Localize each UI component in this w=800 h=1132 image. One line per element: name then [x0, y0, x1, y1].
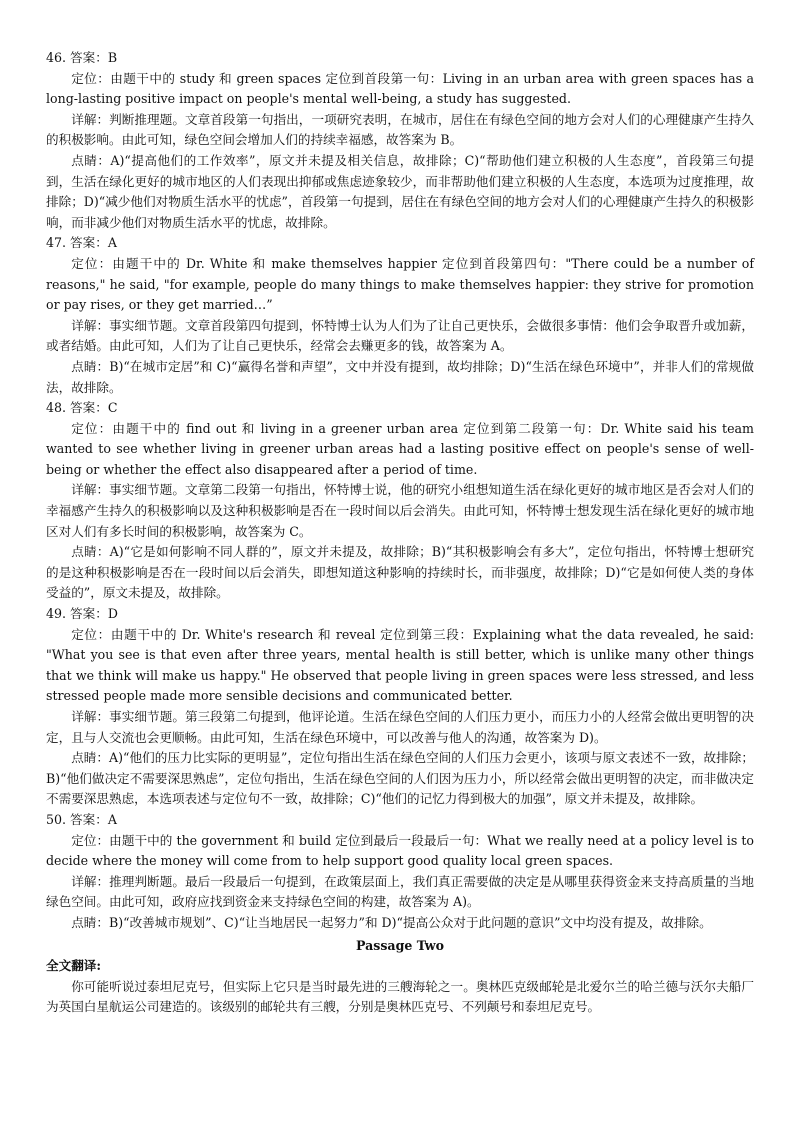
translation-paragraph: 你可能听说过泰坦尼克号，但实际上它只是当时最先进的三艘海轮之一。奥林匹克级邮轮是北爱尔兰的哈兰德与沃尔夫船厂为英国白星航运公司建造的。该级别的邮轮共有三艘，分别是奥林匹克号、不列颠号和泰坦尼克号。 — [46, 978, 754, 1015]
question-48 — [46, 398, 754, 604]
question-50 — [46, 810, 754, 934]
locate-paragraph: 定位：由题干中的 find out 和 living in a greener urban area 定位到第二段第一句：Dr. White said his team wanted to see whether living in greener urban areas had a lasting positive effect on people's sense of well-being or whether the effect also disappeared after a period of time. — [46, 420, 754, 477]
locate-paragraph: 定位：由题干中的 Dr. White 和 make themselves happier 定位到首段第四句："There could be a number of reasons," he said, "for example, people do many things to make themselves happier: they strive for promotion or pay rises, or they get married…” — [46, 255, 754, 313]
question-46 — [46, 48, 754, 233]
explanation-paragraph: 详解：事实细节题。文章第二段第一句指出，怀特博士说，他的研究小组想知道生活在绿化更好的城市地区是否会对人们的幸福感产生持久的积极影响以及这种积极影响是否在一段时间以后会消失。由此可知，怀特博士想发现生活在绿化更好的城市地区对人们有多长时间的积极影响，故答案为 C。 — [46, 482, 754, 539]
question-47 — [46, 233, 754, 398]
note-paragraph: 点睛：A)“它是如何影响不同人群的”，原文并未提及，故排除；B)“其积极影响会有多大”，定位句指出，怀特博士想研究的是这种积极影响是否在一段时间以后会消失，即想知道这种影响的持续时长，而非强度，故排除；D)“它是如何使人类的身体受益的”，原文未提及，故排除。 — [46, 544, 754, 601]
explanation-paragraph: 详解：判断推理题。文章首段第一句指出，一项研究表明，在城市，居住在有绿色空间的地方会对人们的心理健康产生持久的积极影响。由此可知，绿色空间会增加人们的持续幸福感，故答案为 B。 — [46, 111, 754, 148]
answer-line: 49. 答案：D — [46, 606, 118, 622]
locate-paragraph: 定位：由题干中的 study 和 green spaces 定位到首段第一句：Living in an urban area with green spaces has a long-lasting positive impact on people's mental well-being, a study has suggested. — [46, 70, 754, 107]
explanation-paragraph: 详解：事实细节题。文章首段第四句提到，怀特博士认为人们为了让自己更快乐，会做很多事情：他们会争取晋升或加薪，或者结婚。由此可知，人们为了让自己更快乐，经常会去赚更多的钱，故答案为 A。 — [46, 317, 754, 354]
answer-line: 48. 答案：C — [46, 400, 118, 416]
note-paragraph: 点睛：B)“改善城市规划”、C)“让当地居民一起努力”和 D)“提高公众对于此问题的意识”文中均没有提及，故排除。 — [71, 914, 712, 930]
answer-line: 47. 答案：A — [46, 235, 117, 251]
note-paragraph: 点睛：A)“他们的压力比实际的更明显”，定位句指出生活在绿色空间的人们压力会更小，该项与原文表述不一致，故排除；B)“他们做决定不需要深思熟虑”，定位句指出，生活在绿色空间的人们因为压力小，所以经常会做出更明智的决定，而非做决定不需要深思熟虑，本选项表述与定位句不一致，故排除；C)“他们的记忆力得到极大的加强”，原文并未提及，故排除。 — [46, 750, 754, 807]
explanation-paragraph: 详解：推理判断题。最后一段最后一句提到，在政策层面上，我们真正需要做的决定是从哪里获得资金来支持高质量的当地绿色空间。由此可知，政府应找到资金来支持绿色空间的构建，故答案为 A)。 — [46, 873, 754, 910]
explanation-paragraph: 详解：事实细节题。第三段第二句提到，他评论道。生活在绿色空间的人们压力更小，而压力小的人经常会做出更明智的决定，且与人交流也会更顺畅。由此可知，生活在绿色环境中，可以改善与他人的沟通，故答案为 D)。 — [46, 709, 754, 745]
locate-paragraph: 定位：由题干中的 the government 和 build 定位到最后一段最后一句：What we really need at a policy level is to decide where the money will come from to help support good quality local green spaces. — [46, 832, 754, 869]
answer-line: 50. 答案：A — [46, 811, 117, 827]
note-paragraph: 点睛：B)“在城市定居”和 C)“赢得名誉和声望”，文中并没有提到，故均排除；D)“生活在绿色环境中”，并非人们的常规做法，故排除。 — [46, 358, 754, 395]
translation-label: 全文翻译: — [46, 958, 102, 974]
question-49 — [46, 604, 754, 810]
locate-paragraph: 定位：由题干中的 Dr. White's research 和 reveal 定位到第三段：Explaining what the data revealed, he said: "What you see is that even after three years, mental health is still better, which is unlike many other things that we think will make us happy." He observed that people living in green spaces were less stressed, and less stressed people made more sensible decisions and communicated better. — [46, 626, 754, 704]
answer-line: 46. 答案：B — [46, 50, 118, 65]
passage-heading: Passage Two — [355, 937, 445, 953]
note-paragraph: 点睛：A)“提高他们的工作效率”，原文并未提及相关信息，故排除；C)“帮助他们建立积极的人生态度”，首段第三句提到，生活在绿化更好的城市地区的人们表现出抑郁或焦虑迹象较少，而非帮助他们建立积极的人生态度，本选项为过度推理，故排除；D)“减少他们对物质生活水平的忧虑”，首段第一句提到，居住在有绿色空间的地方会对人们的心理健康产生持久的积极影响，而非减少他们对物质生活水平的忧虑，故排除。 — [46, 152, 754, 230]
